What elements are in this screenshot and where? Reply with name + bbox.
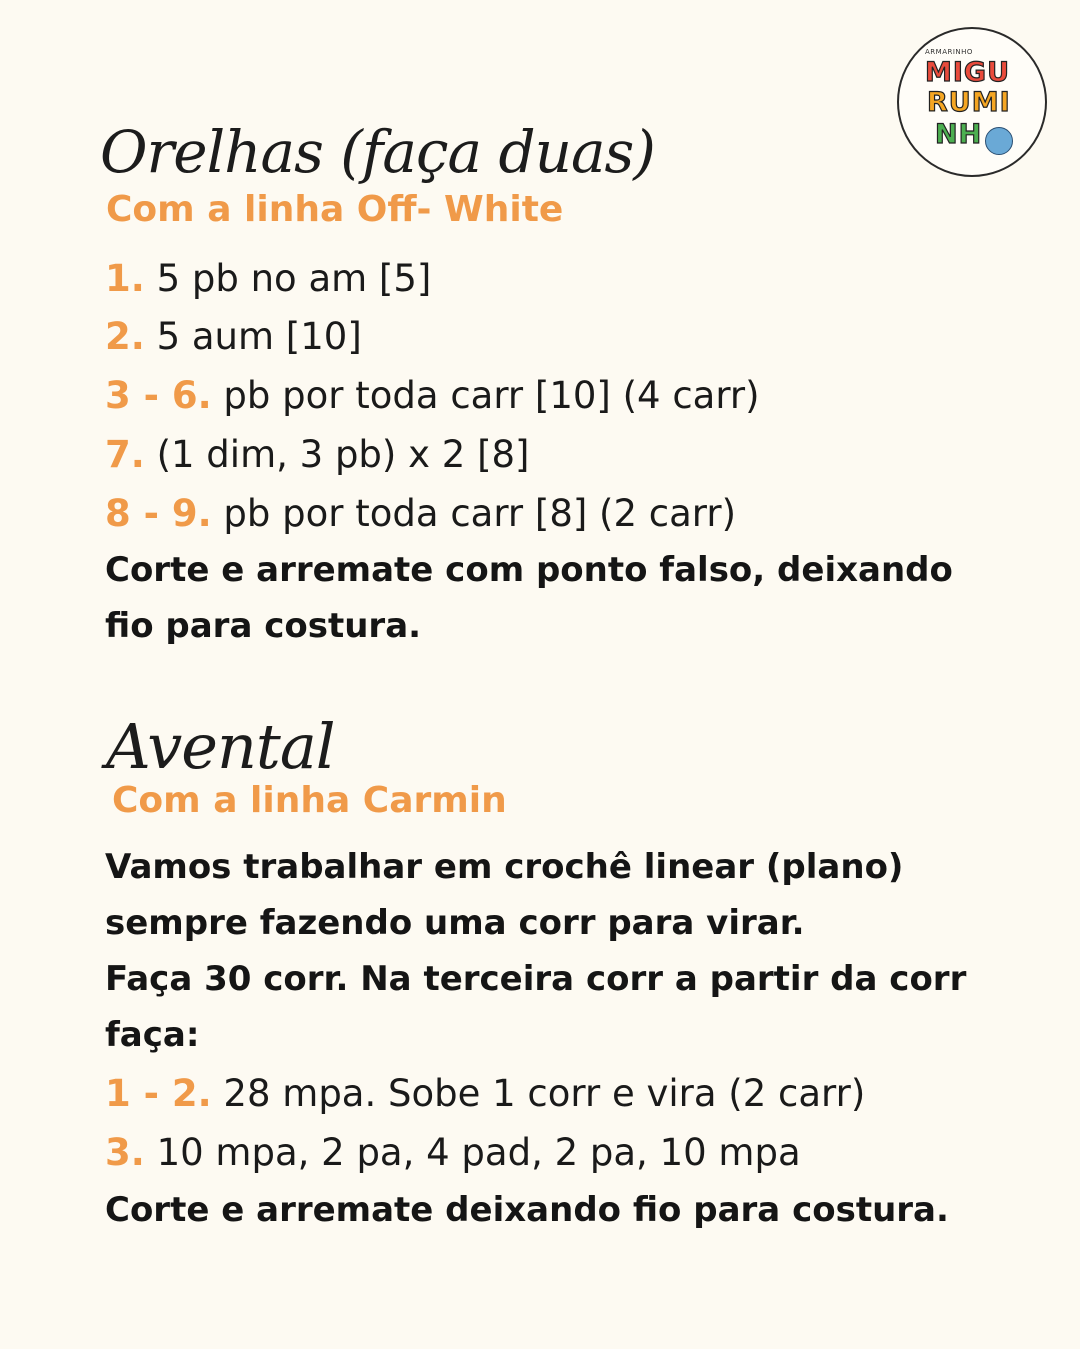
logo-row-2: RUMI [927, 87, 1011, 118]
yarn-ball-icon [985, 127, 1013, 155]
intro-text: sempre fazendo uma corr para virar. [105, 903, 805, 943]
closing-text: Corte e arremate deixando fio para costura. [105, 1190, 949, 1230]
closing-text: fio para costura. [105, 606, 422, 646]
step-line: 1 - 2. 28 mpa. Sobe 1 corr e vira (2 carr) [105, 1072, 866, 1115]
section-subtitle-orelhas: Com a linha Off- White [106, 189, 564, 230]
step-line: 1. 5 pb no am [5] [105, 257, 432, 300]
closing-text: Corte e arremate com ponto falso, deixando [105, 550, 953, 590]
step-line: 2. 5 aum [10] [105, 315, 362, 358]
section-title-avental: Avental [106, 710, 335, 783]
intro-text: Faça 30 corr. Na terceira corr a partir da corr [105, 959, 967, 999]
step-line: 8 - 9. pb por toda carr [8] (2 carr) [105, 492, 737, 535]
step-line: 3 - 6. pb por toda carr [10] (4 carr) [105, 374, 760, 417]
logo-top-text: ARMARINHO [925, 48, 973, 56]
logo-row-1: MIGU [925, 57, 1010, 88]
logo-row-3: NH [935, 119, 983, 150]
step-line: 7. (1 dim, 3 pb) x 2 [8] [105, 433, 530, 476]
section-title-orelhas: Orelhas (faça duas) [100, 118, 655, 186]
section-subtitle-avental: Com a linha Carmin [112, 780, 507, 821]
step-line: 3. 10 mpa, 2 pa, 4 pad, 2 pa, 10 mpa [105, 1131, 801, 1174]
intro-text: Vamos trabalhar em crochê linear (plano) [105, 847, 904, 887]
brand-logo [897, 27, 1047, 177]
intro-text: faça: [105, 1015, 200, 1055]
